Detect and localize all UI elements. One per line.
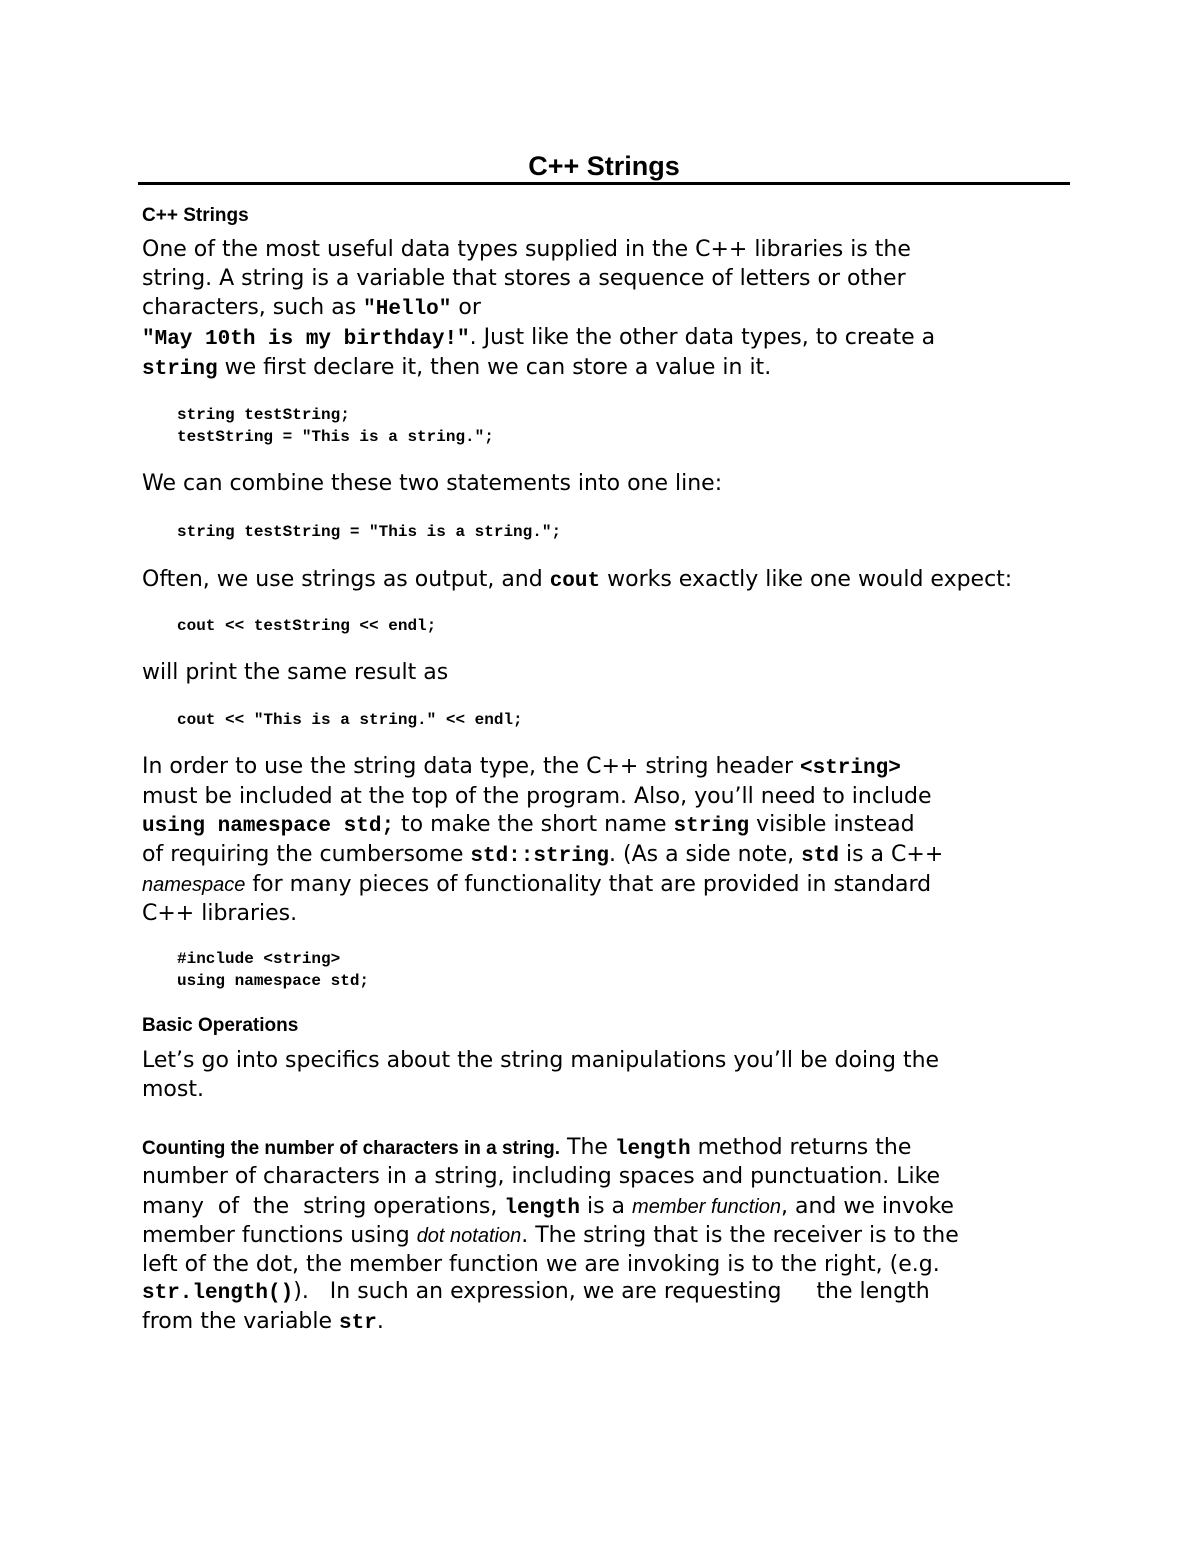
paragraph-line: from the variable str. — [142, 1309, 384, 1335]
code-line: string testString; — [177, 406, 350, 424]
italic-term: member function — [632, 1196, 782, 1218]
paragraph-line: string we first declare it, then we can store a value in it. — [142, 355, 772, 381]
paragraph-line: str.length()). In such an expression, we are requesting the length — [142, 1279, 930, 1305]
inline-code: std — [801, 845, 839, 868]
paragraph-line: We can combine these two statements into one line: — [142, 471, 723, 496]
paragraph-line: will print the same result as — [142, 660, 449, 685]
italic-term: dot notation — [416, 1225, 522, 1247]
code-line: cout << testString << endl; — [177, 617, 437, 635]
inline-code: cout — [549, 570, 601, 593]
page-title: C++ Strings — [138, 148, 1070, 185]
code-line: #include <string> — [177, 950, 341, 968]
inline-code: length — [504, 1197, 580, 1220]
run-in-heading: Counting the number of characters in a string. — [142, 1138, 561, 1159]
paragraph-line: namespace for many pieces of functionality that are provided in standard — [142, 872, 932, 897]
italic-term: namespace — [142, 874, 246, 896]
inline-code: string — [673, 815, 750, 838]
paragraph-line: must be included at the top of the program. Also, you’ll need to include — [142, 784, 932, 809]
paragraph-line: number of characters in a string, including spaces and punctuation. Like — [142, 1164, 941, 1189]
paragraph-line: One of the most useful data types supplied in the C++ libraries is the — [142, 237, 911, 262]
paragraph-line: characters, such as "Hello" or — [142, 295, 481, 321]
code-line: string testString = "This is a string."; — [177, 523, 562, 541]
inline-code: str.length() — [142, 1282, 294, 1305]
paragraph-line: "May 10th is my birthday!". Just like the other data types, to create a — [142, 325, 936, 351]
inline-code: str — [339, 1312, 377, 1335]
paragraph-line: Often, we use strings as output, and cout works exactly like one would expect: — [142, 567, 1013, 593]
inline-code: std::string — [470, 845, 609, 868]
inline-code: "Hello" — [363, 298, 452, 321]
paragraph-line: left of the dot, the member function we are invoking is to the right, (e.g. — [142, 1252, 940, 1277]
paragraph-line: Let’s go into specifics about the string manipulations you’ll be doing the — [142, 1048, 940, 1073]
code-line: testString = "This is a string."; — [177, 428, 494, 446]
paragraph-line: of requiring the cumbersome std::string. (As a side note, std is a C++ — [142, 842, 944, 868]
inline-code: length — [614, 1138, 691, 1161]
code-line: cout << "This is a string." << endl; — [177, 711, 523, 729]
paragraph-line: using namespace std; to make the short name string visible instead — [142, 812, 915, 838]
inline-code: string — [142, 358, 218, 381]
paragraph-line: string. A string is a variable that stores a sequence of letters or other — [142, 266, 906, 291]
inline-code: "May 10th is my birthday!" — [142, 328, 470, 351]
paragraph-line: C++ libraries. — [142, 901, 298, 926]
section-heading-cpp-strings: C++ Strings — [142, 205, 249, 226]
inline-code: <string> — [799, 757, 901, 780]
paragraph-line: Counting the number of characters in a string. The length method returns the — [142, 1135, 912, 1161]
inline-code: using namespace std; — [142, 815, 395, 838]
paragraph-line: many of the string operations, length is a member function, and we invoke — [142, 1194, 954, 1220]
paragraph-line: member functions using dot notation. The string that is the receiver is to the — [142, 1223, 959, 1248]
paragraph-line: In order to use the string data type, the C++ string header <string> — [142, 754, 901, 780]
paragraph-line: most. — [142, 1077, 204, 1102]
section-heading-basic-operations: Basic Operations — [142, 1015, 299, 1036]
code-line: using namespace std; — [177, 972, 370, 990]
